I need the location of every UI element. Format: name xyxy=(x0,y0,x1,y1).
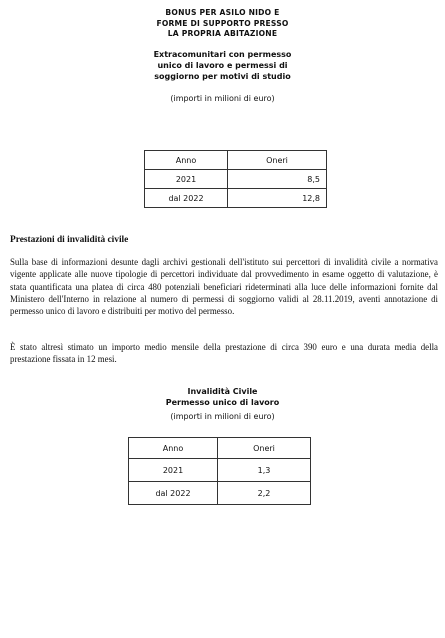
cell-oneri: 12,8 xyxy=(228,189,327,208)
title-line: LA PROPRIA ABITAZIONE xyxy=(167,29,278,38)
bonus-asilo-title xyxy=(0,8,445,40)
table-row xyxy=(145,170,327,189)
cell-anno: 2021 xyxy=(129,459,218,482)
cell-oneri: 8,5 xyxy=(228,170,327,189)
header-oneri: Oneri xyxy=(228,151,327,170)
invalidita-units: (importi in milioni di euro) xyxy=(170,412,275,421)
subtitle-line: Extracomunitari con permesso xyxy=(153,50,292,59)
header-anno: Anno xyxy=(145,151,228,170)
cell-oneri: 2,2 xyxy=(218,482,311,505)
title-line: Invalidità Civile xyxy=(187,387,258,396)
title-line: FORME DI SUPPORTO PRESSO xyxy=(156,18,289,28)
subtitle-line: unico di lavoro e permessi di xyxy=(157,61,288,70)
cell-anno: 2021 xyxy=(145,170,228,189)
invalidita-paragraph-2: È stato altresì stimato un importo medio mensile della prestazione di circa 390 euro e una durata media della prestazione fissata in 12 mesi. xyxy=(10,342,438,365)
bonus-asilo-subtitle xyxy=(0,49,445,82)
table-header-row xyxy=(145,151,327,170)
cell-anno: dal 2022 xyxy=(145,189,228,208)
invalidita-table-title xyxy=(0,386,445,408)
invalidita-civile-heading: Prestazioni di invalidità civile xyxy=(10,235,129,245)
cell-oneri: 1,3 xyxy=(218,459,311,482)
invalidita-paragraph-1: Sulla base di informazioni desunte dagli archivi gestionali dell'istituto sui percettori di invalidità civile a normativa vigente applicate alle nuove tipologie di percettori individuate dal provvedimento in esame oggetto di valutazione, è stata quantificata una platea di circa 480 potenziali beneficiari rideterminati alla luce delle informazioni fornite dal Ministero dell'Interno in relazione al numero di permessi di soggiorno validi al 28.11.2019, aventi annotazione di permesso unico di lavoro e distribuiti per motivo del permesso. xyxy=(10,257,438,317)
bonus-asilo-units: (importi in milioni di euro) xyxy=(170,94,275,103)
table-header-row xyxy=(129,438,311,459)
table-row xyxy=(145,189,327,208)
table-row xyxy=(129,482,311,505)
subtitle-line: soggiorno per motivi di studio xyxy=(154,72,291,81)
title-line: Permesso unico di lavoro xyxy=(165,398,280,407)
header-anno: Anno xyxy=(129,438,218,459)
title-line: BONUS PER ASILO NIDO E xyxy=(165,8,280,17)
cell-anno: dal 2022 xyxy=(129,482,218,505)
header-oneri: Oneri xyxy=(218,438,311,459)
table-row xyxy=(129,459,311,482)
invalidita-table xyxy=(128,437,311,505)
bonus-asilo-table xyxy=(144,150,327,208)
